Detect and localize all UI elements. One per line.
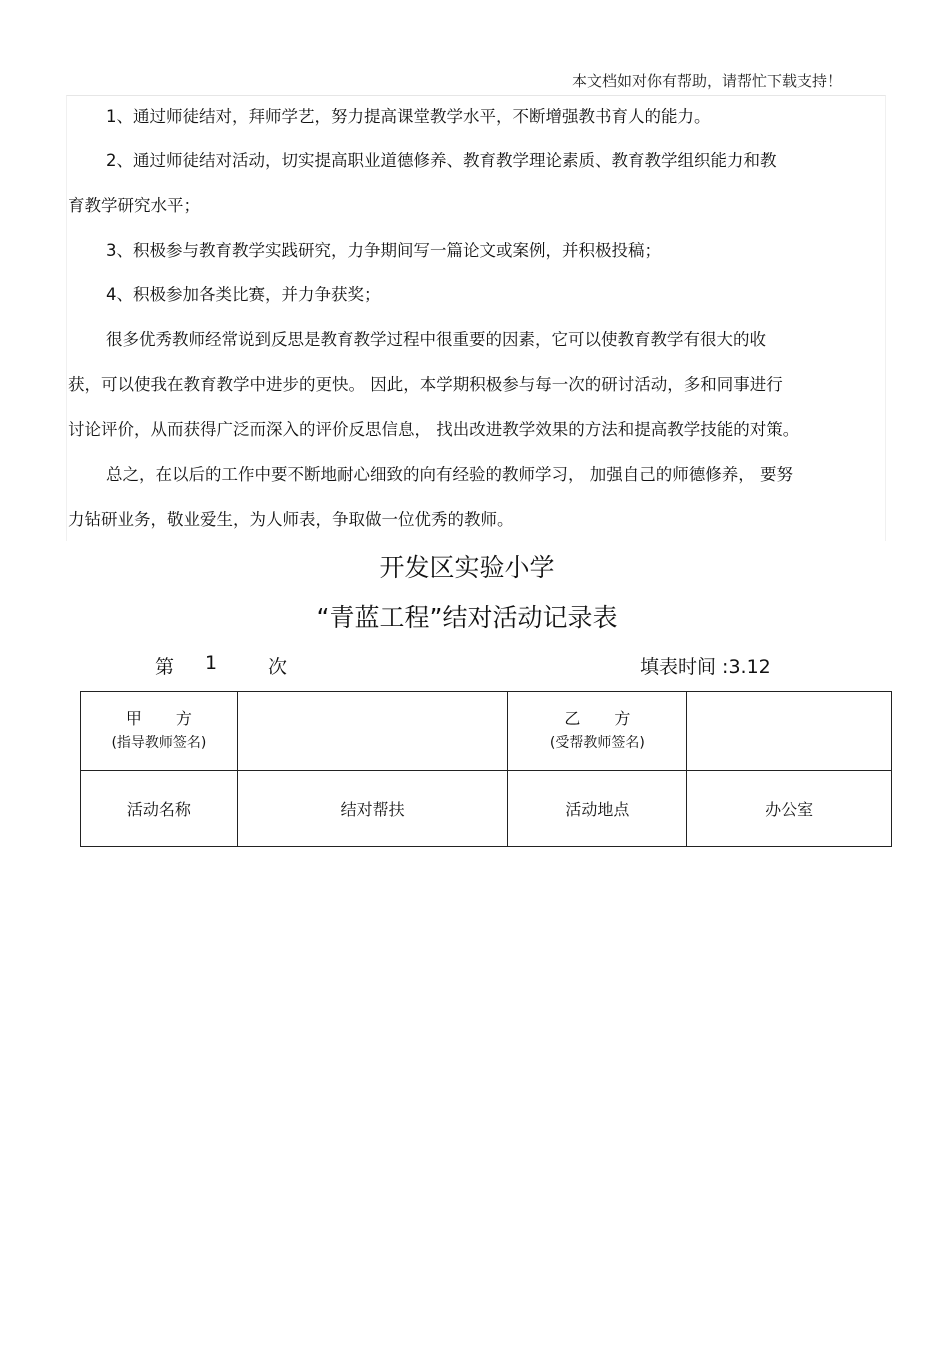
paragraph-line: 1、通过师徒结对，拜师学艺，努力提高课堂教学水平，不断增强教书育人的能力。 — [106, 107, 711, 126]
party-b-sub: (受帮教师签名) — [549, 735, 645, 751]
session-label: 第 — [155, 656, 175, 678]
paragraph-4 — [68, 272, 888, 317]
paragraph-line: 讨论评价，从而获得广泛而深入的评价反思信息， 找出改进教学效果的方法和提高教学技能的对策。 — [68, 420, 800, 439]
paragraph-6 — [68, 452, 888, 542]
party-b-signature-cell[interactable] — [687, 692, 892, 771]
party-a-sub: (指导教师签名) — [111, 735, 207, 751]
paragraph-line: 获，可以使我在教育教学中进步的更快。 因此，本学期积极参与每一次的研讨活动，多和同事进行 — [68, 375, 783, 394]
paragraph-line: 4、积极参加各类比赛，并力争获奖； — [106, 285, 381, 304]
paragraph-line: 育教学研究水平； — [68, 196, 200, 215]
paragraph-line: 3、积极参与教育教学实践研究，力争期间写一篇论文或案例，并积极投稿； — [106, 241, 661, 260]
table-row — [81, 692, 892, 771]
paragraph-2 — [68, 138, 888, 228]
activity-place-label: 活动地点 — [508, 771, 687, 847]
fill-date: 填表时间 :3.12 — [640, 656, 771, 678]
paragraph-1 — [68, 94, 888, 139]
party-a-label-cell — [81, 692, 238, 771]
party-b-label-cell — [508, 692, 687, 771]
activity-name-value: 结对帮扶 — [237, 771, 508, 847]
record-table — [80, 691, 892, 847]
paragraph-line: 2、通过师徒结对活动，切实提高职业道德修养、教育教学理论素质、教育教学组织能力和教 — [106, 151, 777, 170]
paragraph-line: 总之，在以后的工作中要不断地耐心细致的向有经验的教师学习， 加强自己的师德修养， 要努 — [106, 465, 793, 484]
form-title: “青蓝工程”结对活动记录表 — [316, 603, 618, 632]
paragraph-5 — [68, 317, 888, 452]
paragraph-line: 力钻研业务，敬业爱生，为人师表，争取做一位优秀的教师。 — [68, 510, 514, 529]
session-unit: 次 — [268, 656, 288, 678]
session-number: 1 — [205, 652, 218, 674]
table-row — [81, 771, 892, 847]
party-a-signature-cell[interactable] — [237, 692, 508, 771]
activity-name-label: 活动名称 — [81, 771, 238, 847]
header-note: 本文档如对你有帮助，请帮忙下载支持！ — [571, 72, 842, 90]
activity-place-value: 办公室 — [687, 771, 892, 847]
paragraph-3 — [68, 228, 888, 273]
school-name: 开发区实验小学 — [379, 553, 555, 582]
party-a-label: 甲方 — [125, 709, 226, 728]
party-b-label: 乙方 — [564, 709, 665, 728]
paragraph-line: 很多优秀教师经常说到反思是教育教学过程中很重要的因素，它可以使教育教学有很大的收 — [106, 330, 766, 349]
